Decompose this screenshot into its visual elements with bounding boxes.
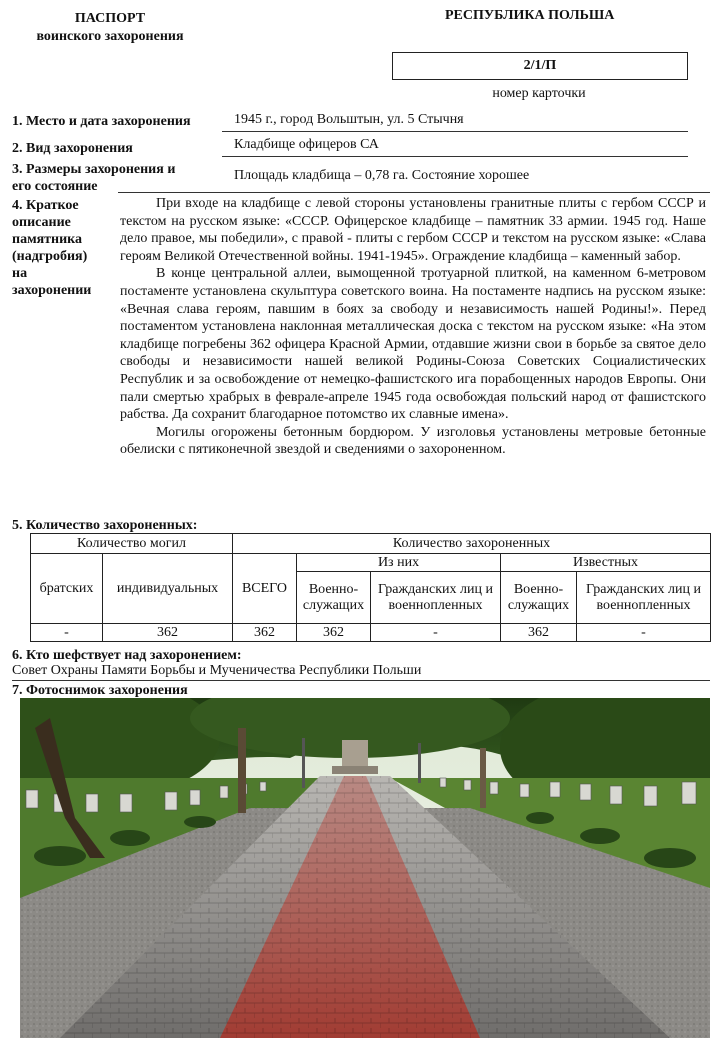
type-value: Кладбище офицеров СА	[234, 137, 379, 152]
individual-graves-value: 362	[103, 624, 233, 642]
passport-subtitle: воинского захоронения	[36, 29, 184, 44]
individual-graves-header: индивидуальных	[103, 554, 233, 624]
military-value: 362	[297, 624, 371, 642]
description-label-line: захоронении	[12, 283, 92, 298]
size-label	[12, 161, 175, 195]
known-header: Известных	[501, 554, 711, 572]
type-label: 2. Вид захоронения	[12, 141, 133, 156]
table-row	[31, 624, 711, 642]
graves-header: Количество могил	[31, 534, 233, 554]
of-them-header: Из них	[297, 554, 501, 572]
size-label-line1: 3. Размеры захоронения и	[12, 162, 176, 177]
type-underline	[222, 156, 688, 157]
description-label-line: на	[12, 266, 28, 281]
passport-title: ПАСПОРТ	[74, 11, 146, 26]
civilians-header: Гражданских лиц и военнопленных	[371, 572, 501, 624]
mass-graves-value: -	[31, 624, 103, 642]
place-underline	[222, 131, 688, 132]
civilians-value: -	[371, 624, 501, 642]
mass-graves-header: братских	[31, 554, 103, 624]
civilians-known-header: Гражданских лиц и военнопленных	[577, 572, 711, 624]
description-text	[120, 195, 706, 459]
burial-photo	[20, 698, 710, 1038]
burial-count-table	[30, 533, 711, 642]
size-value: Площадь кладбища – 0,78 га. Состояние хорошее	[234, 168, 530, 183]
size-underline	[118, 192, 710, 193]
military-header: Военно-служащих	[297, 572, 371, 624]
description-label-line: памятника	[12, 232, 83, 247]
photo-label: 7. Фотоснимок захоронения	[12, 683, 188, 698]
size-label-line2: его состояние	[12, 179, 98, 194]
place-label: 1. Место и дата захоронения	[12, 114, 191, 129]
civilians-known-value: -	[577, 624, 711, 642]
card-number-caption: номер карточки	[492, 86, 586, 101]
place-value: 1945 г., город Вольштын, ул. 5 Стычня	[234, 112, 464, 127]
buried-header: Количество захороненных	[233, 534, 711, 554]
military-known-value: 362	[501, 624, 577, 642]
description-paragraph: При входе на кладбище с левой стороны установлены гранитные плиты с гербом СССР и текстом на русском языке: «СССР. Офицерское кладбище – памятник 33 армии. 1945 год. Наше дело правое, мы победили», с правой - плиты с гербом СССР и текстом на русском языке: «Слава героям Великой Отечественной войны. 1941-1945». Ограждение кладбища – каменный забор.	[120, 196, 706, 264]
military-known-header: Военно-служащих	[501, 572, 577, 624]
patron-label: 6. Кто шефствует над захоронением:	[12, 648, 242, 663]
description-label	[12, 197, 91, 299]
patron-value: Совет Охраны Памяти Борьбы и Мученичества Республики Польши	[12, 663, 422, 678]
patron-underline	[12, 680, 710, 681]
description-paragraph: В конце центральной аллеи, вымощенной тротуарной плиткой, на каменном 6-метровом постаменте установлена скульптура советского воина. На постаменте надпись на русском языке: «Вечная слава героям, павшим в боях за свободу и независимость нашей Родины!». Перед постаментом установлена наклонная металлическая доска с текстом на русском языке: «На этом кладбище погребены 362 офицера Красной Армии, отдавшие жизни свои в борьбе за святое дело свободы и независимости нашей великой Родины-Союза Советских Социалистических Республик и за освобождение от немецко-фашистского ига порабощенных народов Европы. Они пали смертью храбрых в феврале-апреле 1945 года освобождая польский народ от фашистского рабства. Да сохранит благодарное потомство их славные имена».	[120, 266, 706, 423]
total-value: 362	[233, 624, 297, 642]
country-title: РЕСПУБЛИКА ПОЛЬША	[445, 8, 615, 23]
description-label-line: (надгробия)	[12, 249, 88, 264]
description-label-line: 4. Краткое	[12, 198, 79, 213]
card-number-box: 2/1/П	[392, 52, 688, 80]
passport-header	[20, 10, 200, 46]
description-paragraph: Могилы огорожены бетонным бордюром. У изголовья установлены метровые бетонные обелиски с пятиконечной звездой и сведениями о захороненном.	[120, 424, 706, 458]
total-header: ВСЕГО	[233, 554, 297, 624]
description-label-line: описание	[12, 215, 71, 230]
count-label: 5. Количество захороненных:	[12, 518, 198, 533]
